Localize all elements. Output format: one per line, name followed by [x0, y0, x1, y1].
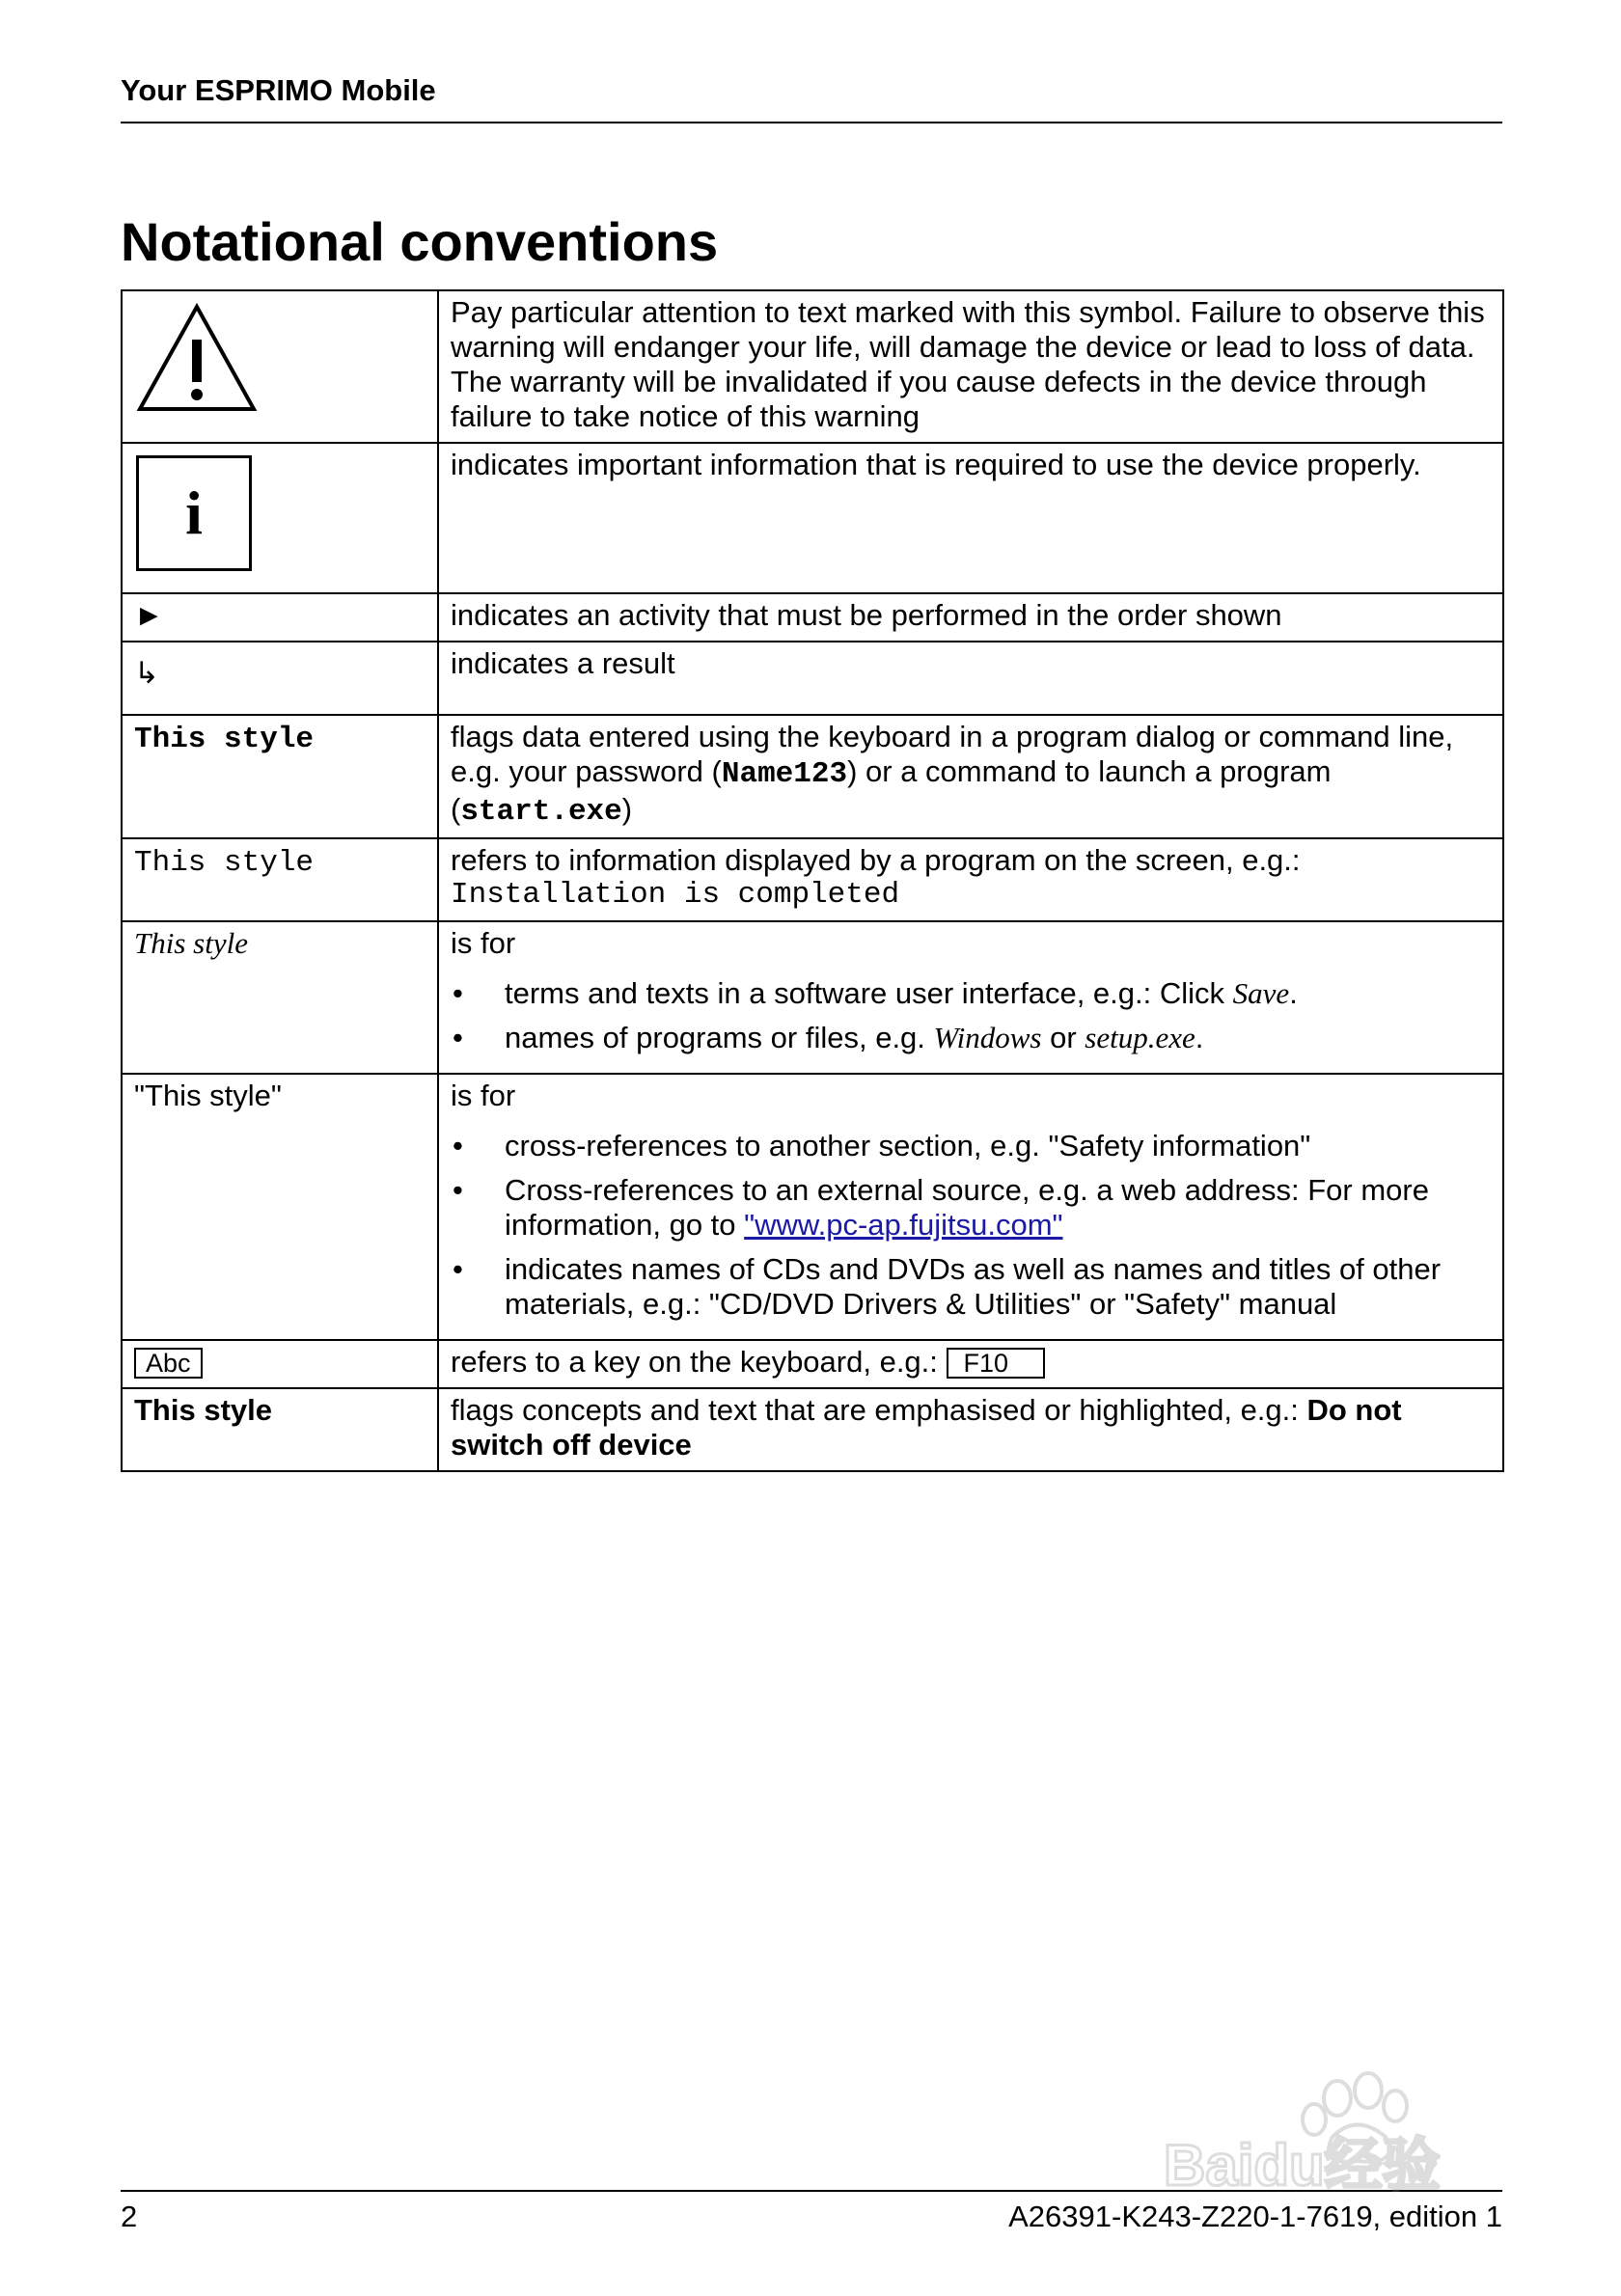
- table-row-warning: [122, 290, 1503, 443]
- keycap-example: F10: [947, 1348, 1046, 1379]
- header-rule: [121, 122, 1502, 123]
- list-item: • terms and texts in a software user interface, e.g.: Click Save.: [451, 976, 1491, 1011]
- list-item: • indicates names of CDs and DVDs as well as names and titles of other materials, e.g.: "CD/DVD Drivers & Utilities" or "Safety" manual: [451, 1252, 1491, 1322]
- style-label: This style: [122, 715, 438, 838]
- list-item: • names of programs or files, e.g. Windows or setup.exe.: [451, 1021, 1491, 1055]
- style-label: This style: [122, 921, 438, 1074]
- table-row-italic: [122, 921, 1503, 1074]
- example-text: Installation is completed: [451, 878, 900, 912]
- running-header: Your ESPRIMO Mobile: [121, 73, 436, 107]
- list-item: • Cross-references to an external source, e.g. a web address: For more information, go to "www.pc-ap.fujitsu.com": [451, 1173, 1491, 1243]
- result-arrow-icon: ↳: [134, 656, 159, 690]
- description-cell: flags data entered using the keyboard in a program dialog or command line, e.g. your password (Name123) or a command to launch a program (start.exe): [438, 715, 1503, 838]
- fujitsu-web-link[interactable]: "www.pc-ap.fujitsu.com": [744, 1208, 1063, 1242]
- example-text: Do not switch off device: [451, 1393, 1402, 1462]
- style-label: [122, 1340, 438, 1388]
- info-icon: i: [136, 455, 252, 571]
- conventions-table: [121, 289, 1504, 1472]
- table-row-keyboard-input: [122, 715, 1503, 838]
- list-item: • cross-references to another section, e.g. "Safety information": [451, 1129, 1491, 1163]
- description-cell: refers to a key on the keyboard, e.g.: F10: [438, 1340, 1503, 1388]
- description-cell: is for • terms and texts in a software user interface, e.g.: Click Save. • names of programs or files, e.g. Windows or setup.exe.: [438, 921, 1503, 1074]
- page-number: 2: [121, 2200, 138, 2233]
- description-cell: indicates an activity that must be performed in the order shown: [438, 593, 1503, 642]
- watermark-text: Baidu经验: [1164, 2133, 1441, 2198]
- table-row-activity: [122, 593, 1503, 642]
- style-label: This style: [122, 1388, 438, 1471]
- symbol-cell: [122, 443, 438, 593]
- table-row-key: [122, 1340, 1503, 1388]
- description-cell: flags concepts and text that are emphasised or highlighted, e.g.: Do not switch off device: [438, 1388, 1503, 1471]
- style-label: "This style": [122, 1074, 438, 1340]
- description-cell: Pay particular attention to text marked with this symbol. Failure to observe this warning will endanger your life, will damage the device or lead to loss of data. The warranty will be invalidated if you cause defects in the device through failure to take notice of this warning: [438, 290, 1503, 443]
- description-cell: indicates important information that is required to use the device properly.: [438, 443, 1503, 593]
- table-row-quoted: [122, 1074, 1503, 1340]
- baidu-watermark: [1154, 2060, 1530, 2204]
- table-row-info: [122, 443, 1503, 593]
- symbol-cell: [122, 593, 438, 642]
- description-cell: indicates a result: [438, 642, 1503, 715]
- style-label: This style: [122, 838, 438, 921]
- symbol-cell: [122, 642, 438, 715]
- warning-triangle-icon: [134, 301, 260, 417]
- document-id: A26391-K243-Z220-1-7619, edition 1: [1008, 2200, 1502, 2233]
- symbol-cell: [122, 290, 438, 443]
- table-row-result: [122, 642, 1503, 715]
- page-title: Notational conventions: [121, 211, 719, 272]
- example-text: start.exe: [460, 795, 622, 829]
- triangle-right-icon: ►: [134, 598, 164, 632]
- description-cell: is for • cross-references to another section, e.g. "Safety information" • Cross-references to an external source, e.g. a web address: For more information, go to "www.pc-ap.fujitsu.com" • indicates names of CDs and DVDs as well as names and titles of other materials, e.g.: "CD/DVD Drivers & Utilities" or "Safety" manual: [438, 1074, 1503, 1340]
- example-text: Name123: [721, 757, 848, 791]
- table-row-screen-output: [122, 838, 1503, 921]
- table-row-emphasis: [122, 1388, 1503, 1471]
- description-cell: refers to information displayed by a program on the screen, e.g.: Installation is completed: [438, 838, 1503, 921]
- keycap-sample: Abc: [134, 1348, 203, 1379]
